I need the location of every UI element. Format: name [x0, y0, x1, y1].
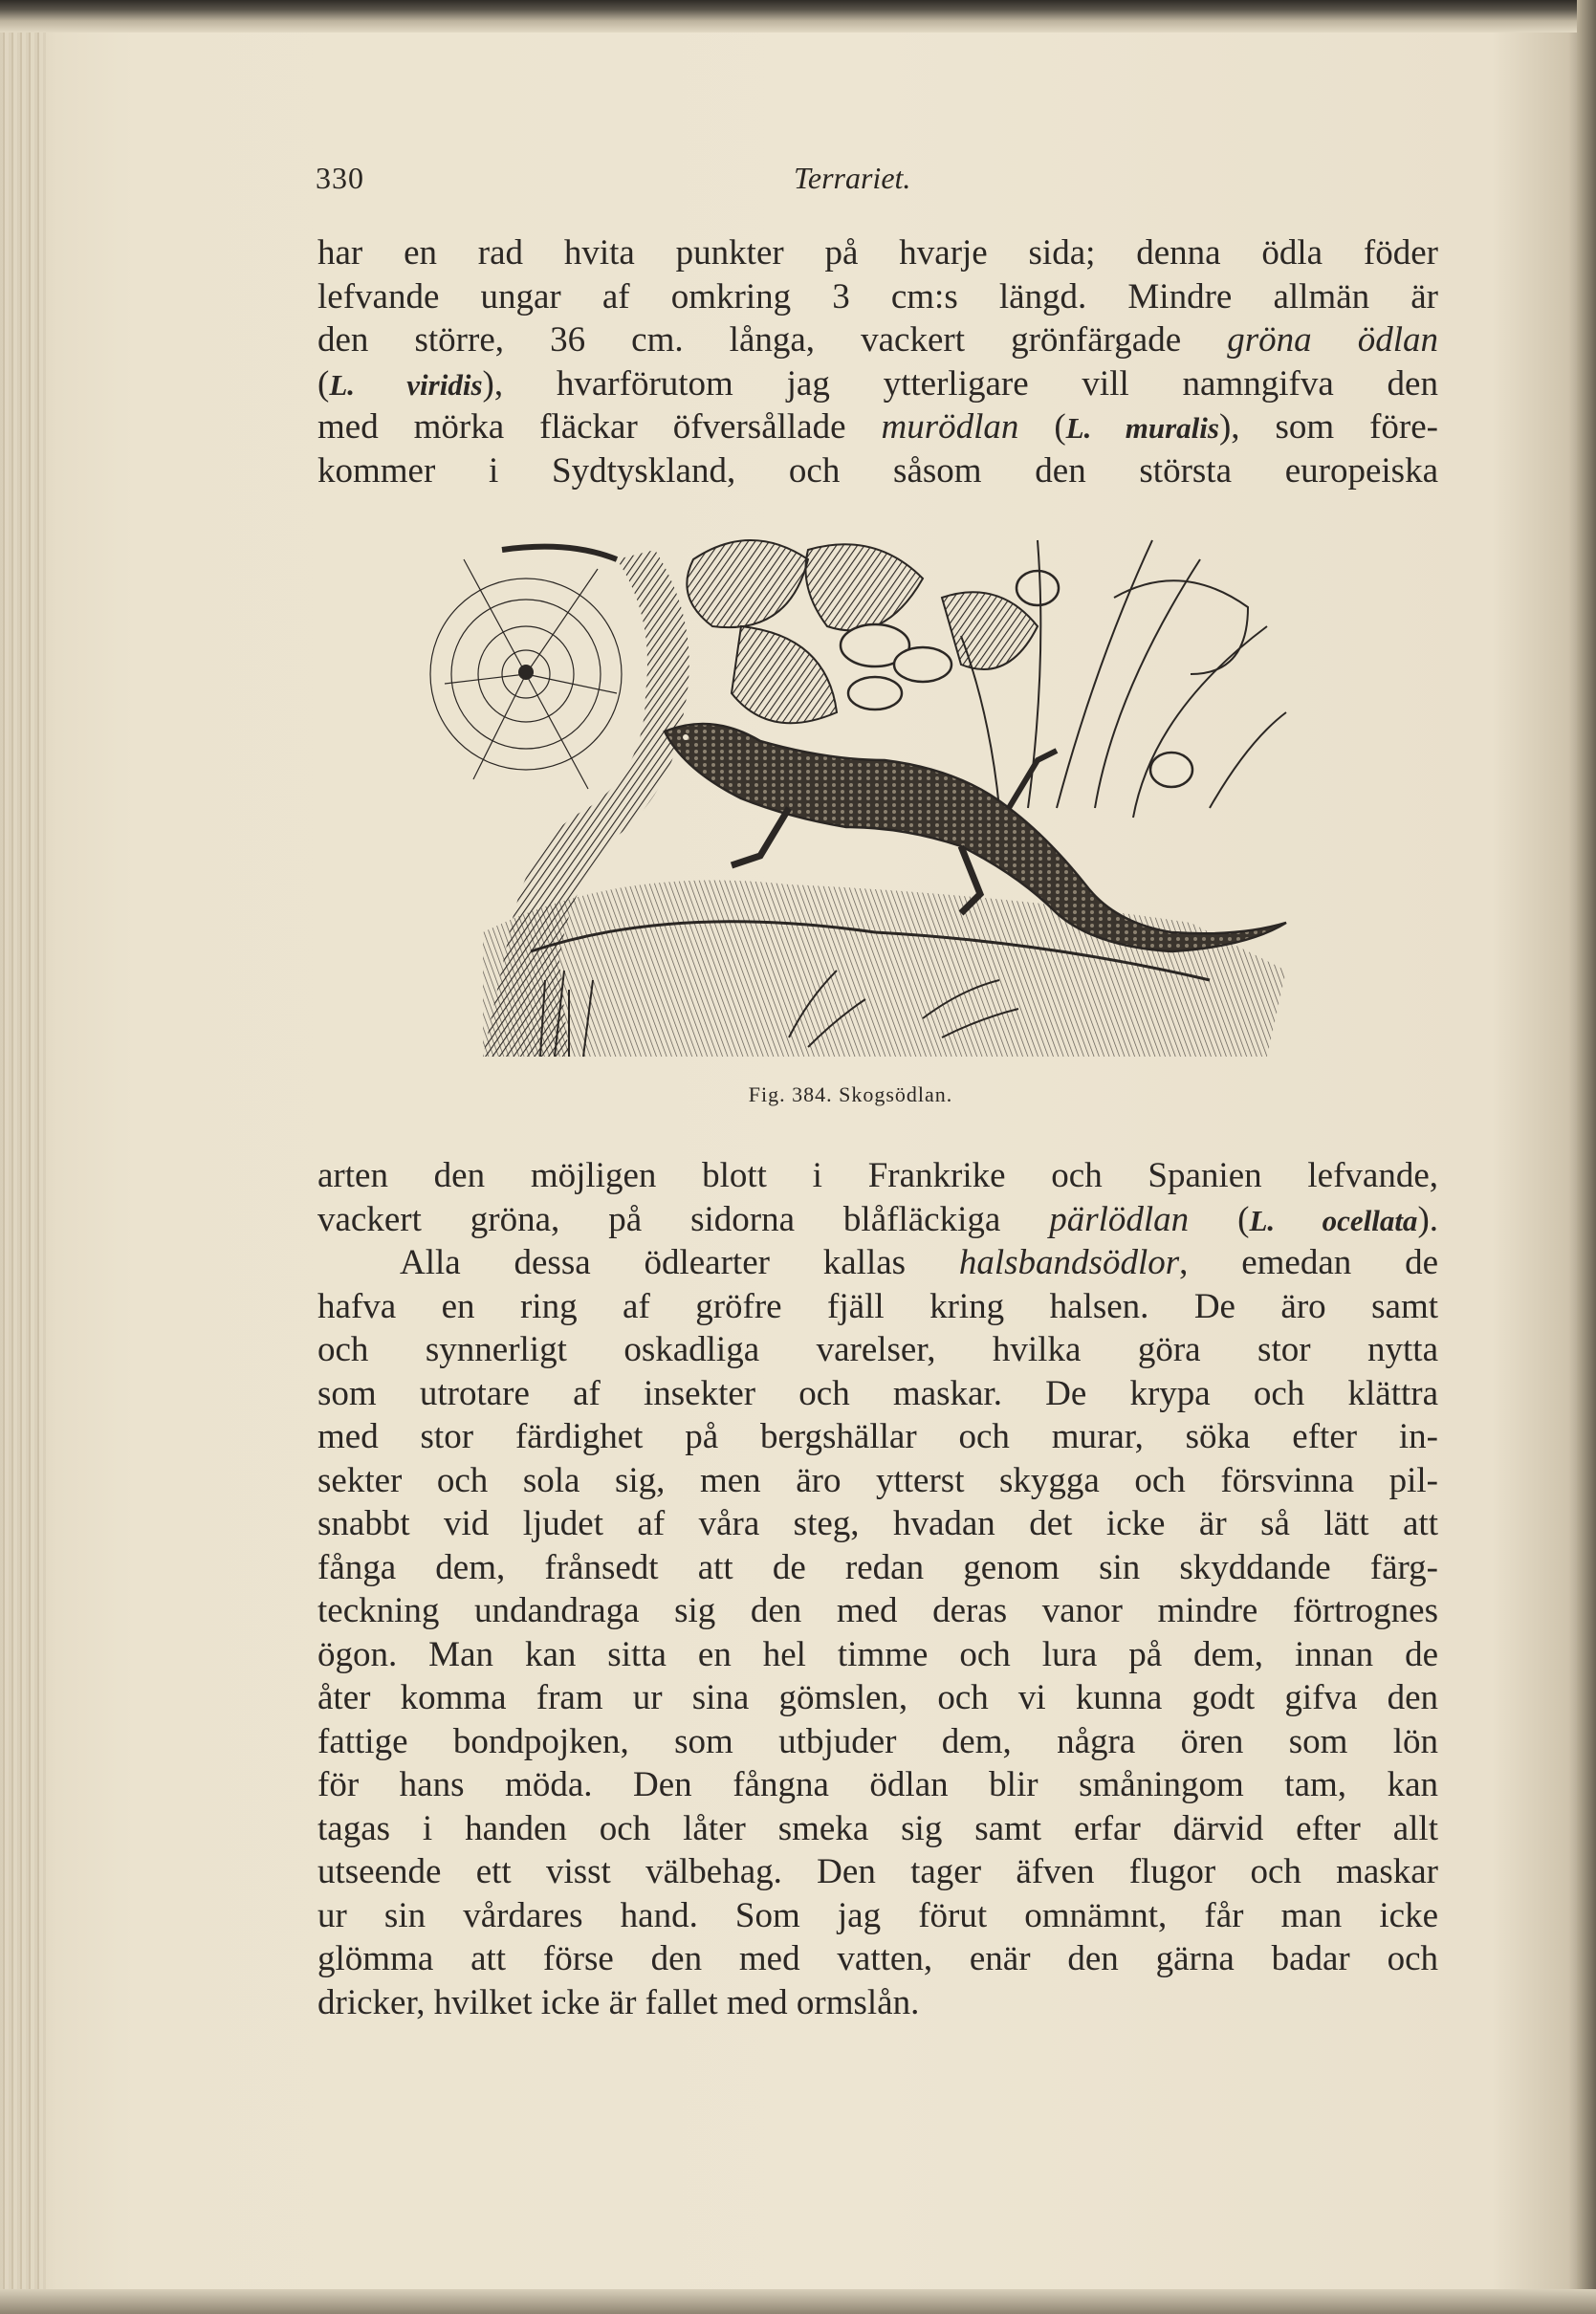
- text-line: har en rad hvita punkter på hvarje sida; denna ödla föder: [317, 233, 1438, 273]
- text-line: fattige bondpojken, som utbjuder dem, några ören som lön: [317, 1721, 1438, 1761]
- text-line: kommer i Sydtyskland, och såsom den största europeiska: [317, 450, 1438, 491]
- latin-name: L. ocellata: [1249, 1203, 1418, 1237]
- text-line: vackert gröna, på sidorna blåfläckiga pärlödlan (L. ocellata).: [317, 1199, 1439, 1239]
- text-line: den större, 36 cm. långa, vackert grönfärgade gröna ödlan: [317, 320, 1438, 360]
- text-line: hafva en ring af gröfre fjäll kring halsen. De äro samt: [317, 1286, 1438, 1326]
- text-line: ögon. Man kan sitta en hel timme och lura på dem, innan de: [317, 1634, 1438, 1674]
- body-text-bottom: [317, 1154, 1438, 2024]
- text-line: åter komma fram ur sina gömslen, och vi kunna godt gifva den: [317, 1678, 1438, 1717]
- spider: [518, 665, 534, 680]
- latin-name: L. viridis: [329, 367, 483, 402]
- emphasis-term: halsbandsödlor: [958, 1243, 1180, 1282]
- page-bottom-edge: [0, 2289, 1596, 2314]
- text-line: tagas i handen och låter smeka sig samt erfar därvid efter allt: [317, 1808, 1438, 1848]
- text-line: snabbt vid ljudet af våra steg, hvadan det icke är så lätt att: [317, 1504, 1438, 1543]
- text-line: fånga dem, frånsedt att de redan genom sin skyddande färg-: [317, 1547, 1438, 1587]
- page-right-edge: [1577, 0, 1596, 2314]
- text-line: med mörka fläckar öfversållade murödlan (L. muralis), som före-: [317, 407, 1438, 447]
- text-line: utseende ett visst välbehag. Den tager äfven flugor och maskar: [317, 1852, 1438, 1891]
- emphasis-term: pärlödlan: [1049, 1199, 1190, 1239]
- page-stack-edge: [0, 0, 46, 2314]
- text-line: glömma att förse den med vatten, enär den gärna badar och: [317, 1939, 1438, 1978]
- text-line: teckning undandraga sig den med deras vanor mindre förtrognes: [317, 1591, 1438, 1630]
- text-line: för hans möda. Den fångna ödlan blir småningom tam, kan: [317, 1765, 1438, 1804]
- text-line: Alla dessa ödlearter kallas halsbandsödlor, emedan de: [400, 1243, 1438, 1282]
- text-line: lefvande ungar af omkring 3 cm:s längd. Mindre allmän är: [317, 276, 1438, 317]
- page-number: 330: [316, 161, 364, 195]
- emphasis-term: murödlan: [881, 407, 1019, 447]
- page-top-edge: [0, 0, 1596, 33]
- figure-caption: Fig. 384. Skogsödlan.: [748, 1082, 953, 1106]
- text-line: och synnerligt oskadliga varelser, hvilka göra stor nytta: [317, 1330, 1438, 1369]
- emphasis-term: gröna ödlan: [1227, 320, 1438, 360]
- text-line: (L. viridis), hvarförutom jag ytterligare vill namngifva den: [317, 363, 1438, 404]
- text-line: arten den möjligen blott i Frankrike och Spanien lefvande,: [317, 1156, 1438, 1195]
- body-text-top: [317, 231, 1438, 492]
- engraving-image: [426, 521, 1305, 1066]
- text-line: som utrotare af insekter och maskar. De krypa och klättra: [317, 1373, 1438, 1413]
- text-line: dricker, hvilket icke är fallet med ormslån.: [317, 1982, 920, 2022]
- running-title: Terrariet.: [794, 161, 911, 195]
- lizard-illustration: [426, 521, 1305, 1066]
- text-line: sekter och sola sig, men äro ytterst skygga och försvinna pil-: [317, 1460, 1438, 1500]
- latin-name: L. muralis: [1065, 411, 1219, 445]
- text-line: ur sin vårdares hand. Som jag förut omnämnt, får man icke: [317, 1895, 1438, 1935]
- text-line: med stor färdighet på bergshällar och murar, söka efter in-: [317, 1417, 1438, 1456]
